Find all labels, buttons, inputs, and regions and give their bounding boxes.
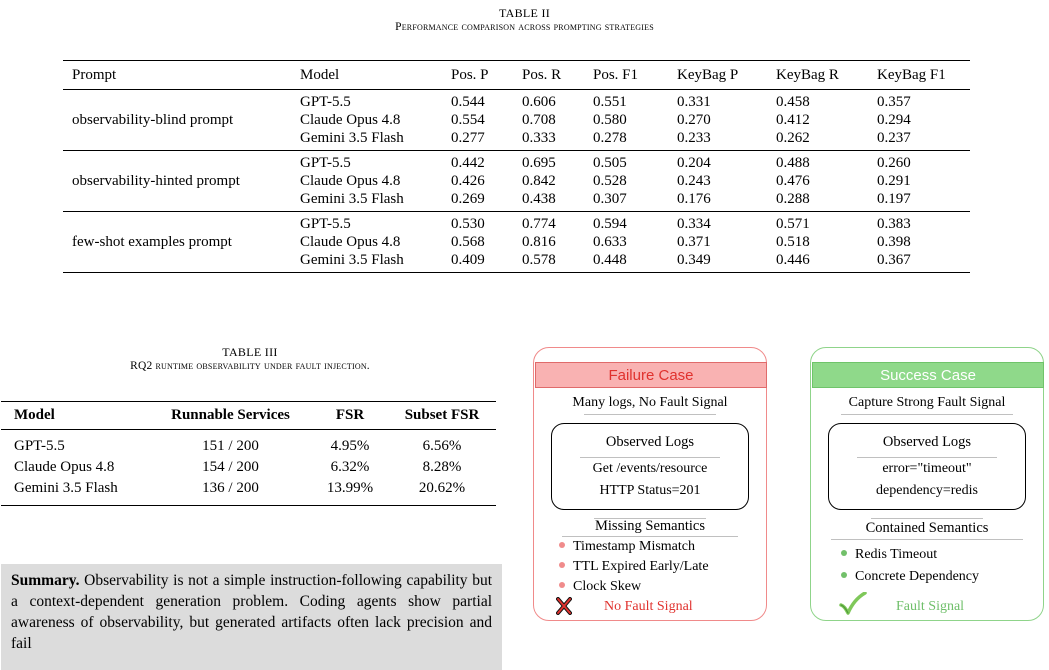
bullet-icon — [841, 550, 847, 556]
table2-value: Gemini 3.5 Flash — [300, 191, 404, 207]
table2-value: 0.568 — [451, 234, 485, 250]
semantic-item-label: Clock Skew — [573, 579, 642, 594]
table2-value: 0.262 — [776, 130, 810, 146]
table2-caption-text: Performance comparison across prompting strategies — [395, 21, 654, 33]
table3-header-runnable: Runnable Services — [171, 407, 290, 423]
table2-value: 0.269 — [451, 191, 485, 207]
log-line: Get /events/resource — [592, 461, 708, 476]
table3-row — [1, 457, 496, 478]
table2-row — [63, 151, 970, 212]
semantic-item-label: TTL Expired Early/Late — [573, 559, 709, 574]
table2-cell-keybag-f1 — [877, 151, 970, 212]
table3-header-subset-fsr: Subset FSR — [404, 407, 480, 423]
cross-mark-icon — [556, 597, 572, 615]
table2-value: 0.554 — [451, 112, 485, 128]
table2-header-keybag-p: KeyBag P — [677, 66, 739, 83]
table2-cell-model — [300, 212, 451, 273]
table2-value: 0.528 — [593, 173, 627, 189]
bullet-icon — [559, 542, 565, 548]
table2-value: 0.708 — [522, 112, 556, 128]
table2-value: 0.371 — [677, 234, 711, 250]
table2-value: 0.260 — [877, 155, 911, 171]
table3-cell-subset: 8.28% — [422, 459, 462, 475]
table2-cell-keybag-p — [677, 151, 776, 212]
table3-row — [1, 430, 496, 458]
table2-value: 0.816 — [522, 234, 556, 250]
table2-cell-pos-p — [451, 151, 522, 212]
table2-header-keybag-r: KeyBag R — [776, 66, 839, 83]
table2-value: 0.294 — [877, 112, 911, 128]
table3-header-fsr: FSR — [335, 407, 365, 423]
table2-header-pos-r: Pos. R — [522, 66, 562, 83]
failure-case-card — [533, 347, 767, 621]
table2-cell-pos-r — [522, 212, 593, 273]
table2-value: 0.288 — [776, 191, 810, 207]
table2-value: GPT-5.5 — [300, 94, 351, 110]
log-line: error="timeout" — [882, 461, 972, 476]
table2-value: 0.176 — [677, 191, 711, 207]
table2-header-prompt: Prompt — [72, 66, 117, 83]
summary-box — [1, 564, 502, 670]
semantic-item — [841, 547, 937, 563]
missing-semantics-title: Missing Semantics — [595, 518, 705, 534]
log-line: dependency=redis — [876, 483, 978, 498]
table2-value: 0.594 — [593, 216, 627, 232]
table3-header-model: Model — [14, 407, 55, 423]
table2-value: 0.606 — [522, 94, 556, 110]
semantic-item-label: Concrete Dependency — [855, 569, 979, 584]
table3-cell-fsr: 13.99% — [326, 480, 374, 496]
table3-cell-model: Gemini 3.5 Flash — [14, 480, 118, 496]
success-case-header: Success Case — [812, 362, 1044, 388]
table2-value: 0.530 — [451, 216, 485, 232]
table2-value: 0.197 — [877, 191, 911, 207]
table2-value: 0.448 — [593, 252, 627, 268]
table2-value: Claude Opus 4.8 — [300, 173, 401, 189]
divider — [831, 539, 1023, 540]
table2-value: 0.291 — [877, 173, 911, 189]
table3 — [1, 401, 496, 506]
table2-value: 0.488 — [776, 155, 810, 171]
success-footer-label: Fault Signal — [896, 599, 965, 614]
table2-cell-keybag-p — [677, 90, 776, 151]
table2-value: 0.633 — [593, 234, 627, 250]
table3-row — [1, 478, 496, 506]
table3-cell-fsr: 6.32% — [330, 459, 370, 475]
table2-value: 0.695 — [522, 155, 556, 171]
divider — [580, 457, 720, 458]
semantic-item-label: Timestamp Mismatch — [573, 539, 695, 554]
table3-cell-subset: 6.56% — [422, 438, 462, 454]
table2-value: 0.277 — [451, 130, 485, 146]
table2-cell-keybag-r — [776, 90, 877, 151]
observed-logs-box — [551, 423, 749, 510]
table2-value: 0.331 — [677, 94, 711, 110]
table2-group — [63, 90, 970, 151]
table2-cell-keybag-p — [677, 212, 776, 273]
bullet-icon — [559, 582, 565, 588]
failure-case-header: Failure Case — [535, 362, 767, 388]
table2-cell-pos-f1 — [593, 90, 677, 151]
table3-body — [1, 430, 496, 506]
table2-cell-pos-p — [451, 90, 522, 151]
table2-value: 0.438 — [522, 191, 556, 207]
success-case-card — [810, 347, 1044, 621]
table2-cell-pos-r — [522, 90, 593, 151]
table2-value: Gemini 3.5 Flash — [300, 130, 404, 146]
table3-cell-runnable: 136 / 200 — [202, 480, 259, 496]
table2 — [63, 60, 970, 273]
table3-caption-text: RQ2 runtime observability under fault injection. — [130, 360, 370, 372]
table2-header-pos-p: Pos. P — [451, 66, 489, 83]
table2-value: 0.505 — [593, 155, 627, 171]
table2-value: GPT-5.5 — [300, 216, 351, 232]
failure-footer-label: No Fault Signal — [604, 599, 693, 614]
table2-header-pos-f1: Pos. F1 — [593, 66, 639, 83]
divider — [584, 414, 716, 415]
table3-caption-title: TABLE III — [222, 345, 278, 359]
semantic-item — [559, 539, 695, 555]
table2-cell-keybag-r — [776, 212, 877, 273]
table2-value: 0.551 — [593, 94, 627, 110]
divider — [871, 518, 983, 519]
table2-value: 0.426 — [451, 173, 485, 189]
table3-cell-model: GPT-5.5 — [14, 438, 65, 454]
contained-semantics-title: Contained Semantics — [865, 520, 989, 536]
semantic-item — [841, 569, 979, 585]
semantic-item — [559, 579, 641, 595]
table2-value: 0.383 — [877, 216, 911, 232]
table2-cell-model — [300, 90, 451, 151]
observed-logs-title: Observed Logs — [882, 434, 972, 450]
table2-value: 0.333 — [522, 130, 556, 146]
table2-value: 0.204 — [677, 155, 711, 171]
table2-value: 0.446 — [776, 252, 810, 268]
table2-value: 0.571 — [776, 216, 810, 232]
table2-value: 0.476 — [776, 173, 810, 189]
table2-value: 0.233 — [677, 130, 711, 146]
bullet-icon — [559, 562, 565, 568]
table3-cell-fsr: 4.95% — [330, 438, 370, 454]
table2-cell-keybag-f1 — [877, 90, 970, 151]
table2-value: 0.278 — [593, 130, 627, 146]
table3-header-row — [1, 402, 496, 430]
table2-cell-keybag-f1 — [877, 212, 970, 273]
table2-value: 0.544 — [451, 94, 485, 110]
table2-value: 0.398 — [877, 234, 911, 250]
table2-value: Claude Opus 4.8 — [300, 234, 401, 250]
bullet-icon — [841, 572, 847, 578]
table2-cell-model — [300, 151, 451, 212]
table2-caption-title: TABLE II — [498, 6, 551, 20]
failure-case-subtitle: Many logs, No Fault Signal — [572, 395, 728, 410]
semantic-item — [559, 559, 709, 575]
table2-cell-pos-f1 — [593, 151, 677, 212]
table2-value: 0.367 — [877, 252, 911, 268]
table2-header-keybag-f1: KeyBag F1 — [877, 66, 946, 83]
table2-value: 0.578 — [522, 252, 556, 268]
table3-cell-subset: 20.62% — [418, 480, 466, 496]
table2-value: Claude Opus 4.8 — [300, 112, 401, 128]
observed-logs-title: Observed Logs — [605, 434, 695, 450]
table3-cell-model: Claude Opus 4.8 — [14, 459, 115, 475]
table2-value: 0.270 — [677, 112, 711, 128]
table3-cell-runnable: 154 / 200 — [202, 459, 259, 475]
table2-prompt-cell: few-shot examples prompt — [72, 233, 232, 250]
table2-group — [63, 151, 970, 212]
table2-value: 0.774 — [522, 216, 556, 232]
table2-prompt-cell: observability-hinted prompt — [72, 172, 240, 189]
table2-value: 0.842 — [522, 173, 556, 189]
table2-value: 0.518 — [776, 234, 810, 250]
table2-value: 0.580 — [593, 112, 627, 128]
table2-cell-keybag-r — [776, 151, 877, 212]
table2-row — [63, 90, 970, 151]
table2-value: 0.458 — [776, 94, 810, 110]
divider — [841, 414, 1013, 415]
table2-header-row — [63, 61, 970, 90]
table2-value: 0.409 — [451, 252, 485, 268]
check-mark-icon — [839, 592, 867, 616]
table2-header-model: Model — [300, 66, 340, 83]
table2-cell-pos-f1 — [593, 212, 677, 273]
log-line: HTTP Status=201 — [599, 483, 701, 498]
observed-logs-box — [828, 423, 1026, 510]
table2-value: 0.357 — [877, 94, 911, 110]
success-case-subtitle: Capture Strong Fault Signal — [848, 395, 1006, 410]
table2-value: 0.243 — [677, 173, 711, 189]
table2-value: Gemini 3.5 Flash — [300, 252, 404, 268]
table2-prompt-cell: observability-blind prompt — [72, 111, 234, 128]
table2-value: 0.307 — [593, 191, 627, 207]
table2-value: 0.412 — [776, 112, 810, 128]
table2-value: 0.237 — [877, 130, 911, 146]
table2-value: 0.334 — [677, 216, 711, 232]
semantic-item-label: Redis Timeout — [855, 547, 938, 562]
table2-cell-pos-r — [522, 151, 593, 212]
divider — [562, 536, 738, 537]
table2-group — [63, 212, 970, 273]
table3-cell-runnable: 151 / 200 — [202, 438, 259, 454]
table2-value: 0.349 — [677, 252, 711, 268]
table2-row — [63, 212, 970, 273]
table2-value: 0.442 — [451, 155, 485, 171]
table2-cell-pos-p — [451, 212, 522, 273]
table2-value: GPT-5.5 — [300, 155, 351, 171]
divider — [857, 457, 997, 458]
summary-text: Observability is not a simple instruction-following capability but a context-dependent generation problem. Coding agents show partial awareness of observability, but generated artifacts often lack precision and fail — [11, 572, 493, 652]
summary-label: Summary. — [11, 572, 80, 589]
